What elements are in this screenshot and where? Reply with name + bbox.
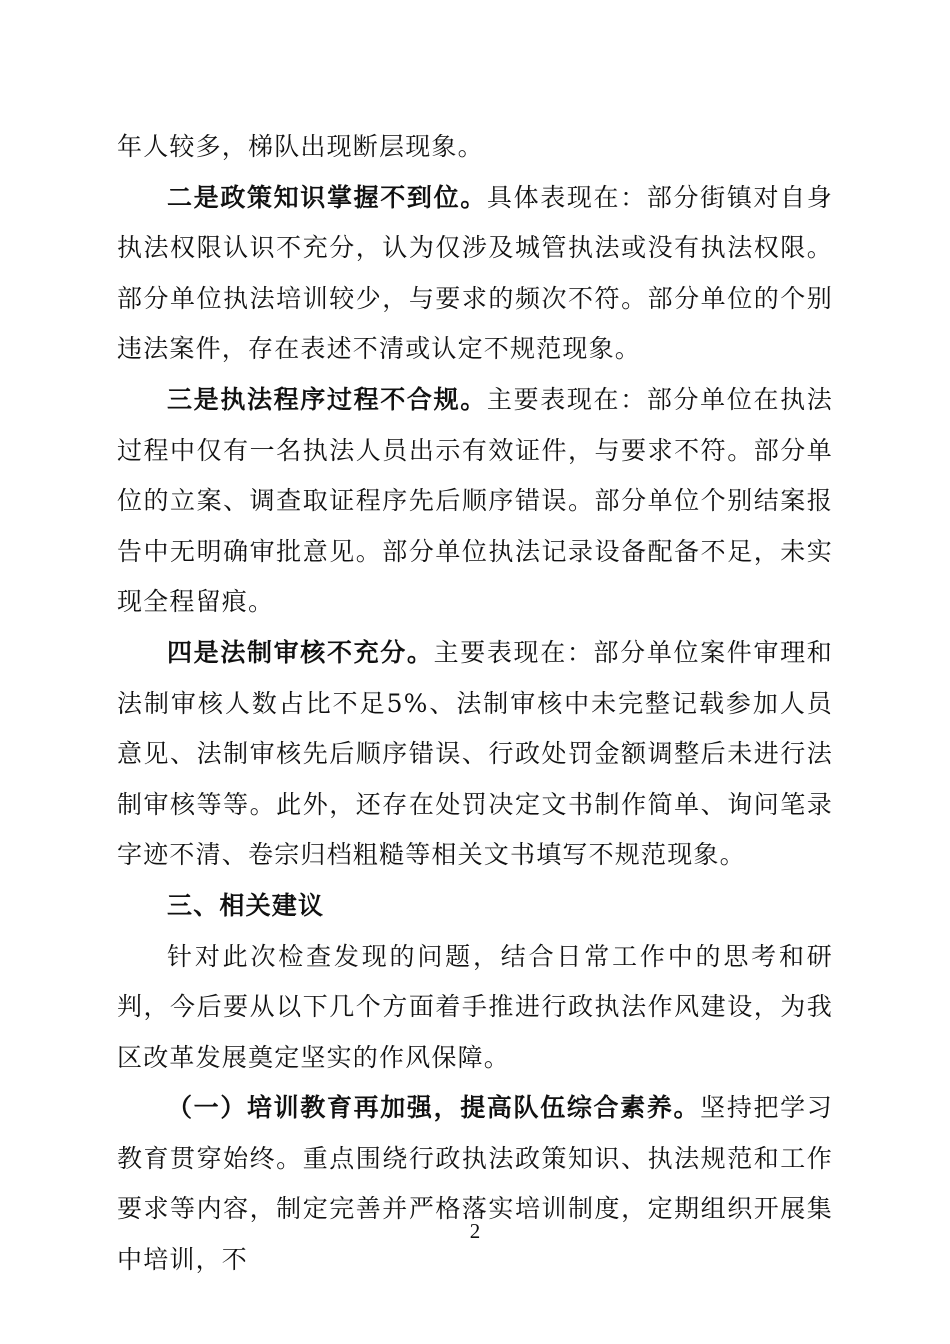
- paragraph-legal-review: [117, 628, 833, 881]
- paragraph-intro-suggestions: [117, 932, 833, 1084]
- paragraph-procedure: [117, 375, 833, 628]
- paragraph-lead: 二是政策知识掌握不到位。: [167, 182, 487, 212]
- paragraph-lead: 四是法制审核不充分。: [167, 637, 434, 667]
- paragraph-lead: （一）培训教育再加强，提高队伍综合素养。: [167, 1093, 701, 1123]
- paragraph-body: 坚持把学习教育贯穿始终。重点围绕行政执法政策知识、执法规范和工作要求等内容，制定完善并严格落实培训制度，定期组织开展集中培训，不: [117, 1093, 833, 1275]
- paragraph-training: [117, 1083, 833, 1285]
- section-heading: 三、相关建议: [167, 890, 325, 920]
- paragraph-body: 主要表现在：部分单位在执法过程中仅有一名执法人员出示有效证件，与要求不符。部分单位的立案、调查取证程序先后顺序错误。部分单位个别结案报告中无明确审批意见。部分单位执法记录设备配备不足，未实现全程留痕。: [117, 384, 833, 617]
- paragraph-continuation: [117, 122, 833, 173]
- paragraph-body: 年人较多，梯队出现断层现象。: [117, 132, 484, 161]
- paragraph-body: 具体表现在：部分街镇对自身执法权限认识不充分，认为仅涉及城管执法或没有执法权限。部分单位执法培训较少，与要求的频次不符。部分单位的个别违法案件，存在表述不清或认定不规范现象。: [117, 182, 833, 364]
- paragraph-policy-knowledge: [117, 173, 833, 375]
- paragraph-lead: 三是执法程序过程不合规。: [167, 384, 487, 414]
- paragraph-body: 针对此次检查发现的问题，结合日常工作中的思考和研判，今后要从以下几个方面着手推进行政执法作风建设，为我区改革发展奠定坚实的作风保障。: [117, 941, 833, 1072]
- document-page: [117, 122, 833, 1286]
- paragraph-body: 主要表现在：部分单位案件审理和法制审核人数占比不足5%、法制审核中未完整记载参加人员意见、法制审核先后顺序错误、行政处罚金额调整后未进行法制审核等等。此外，还存在处罚决定文书制作简单、询问笔录字迹不清、卷宗归档粗糙等相关文书填写不规范现象。: [117, 637, 833, 870]
- page-number: 2: [469, 1219, 481, 1243]
